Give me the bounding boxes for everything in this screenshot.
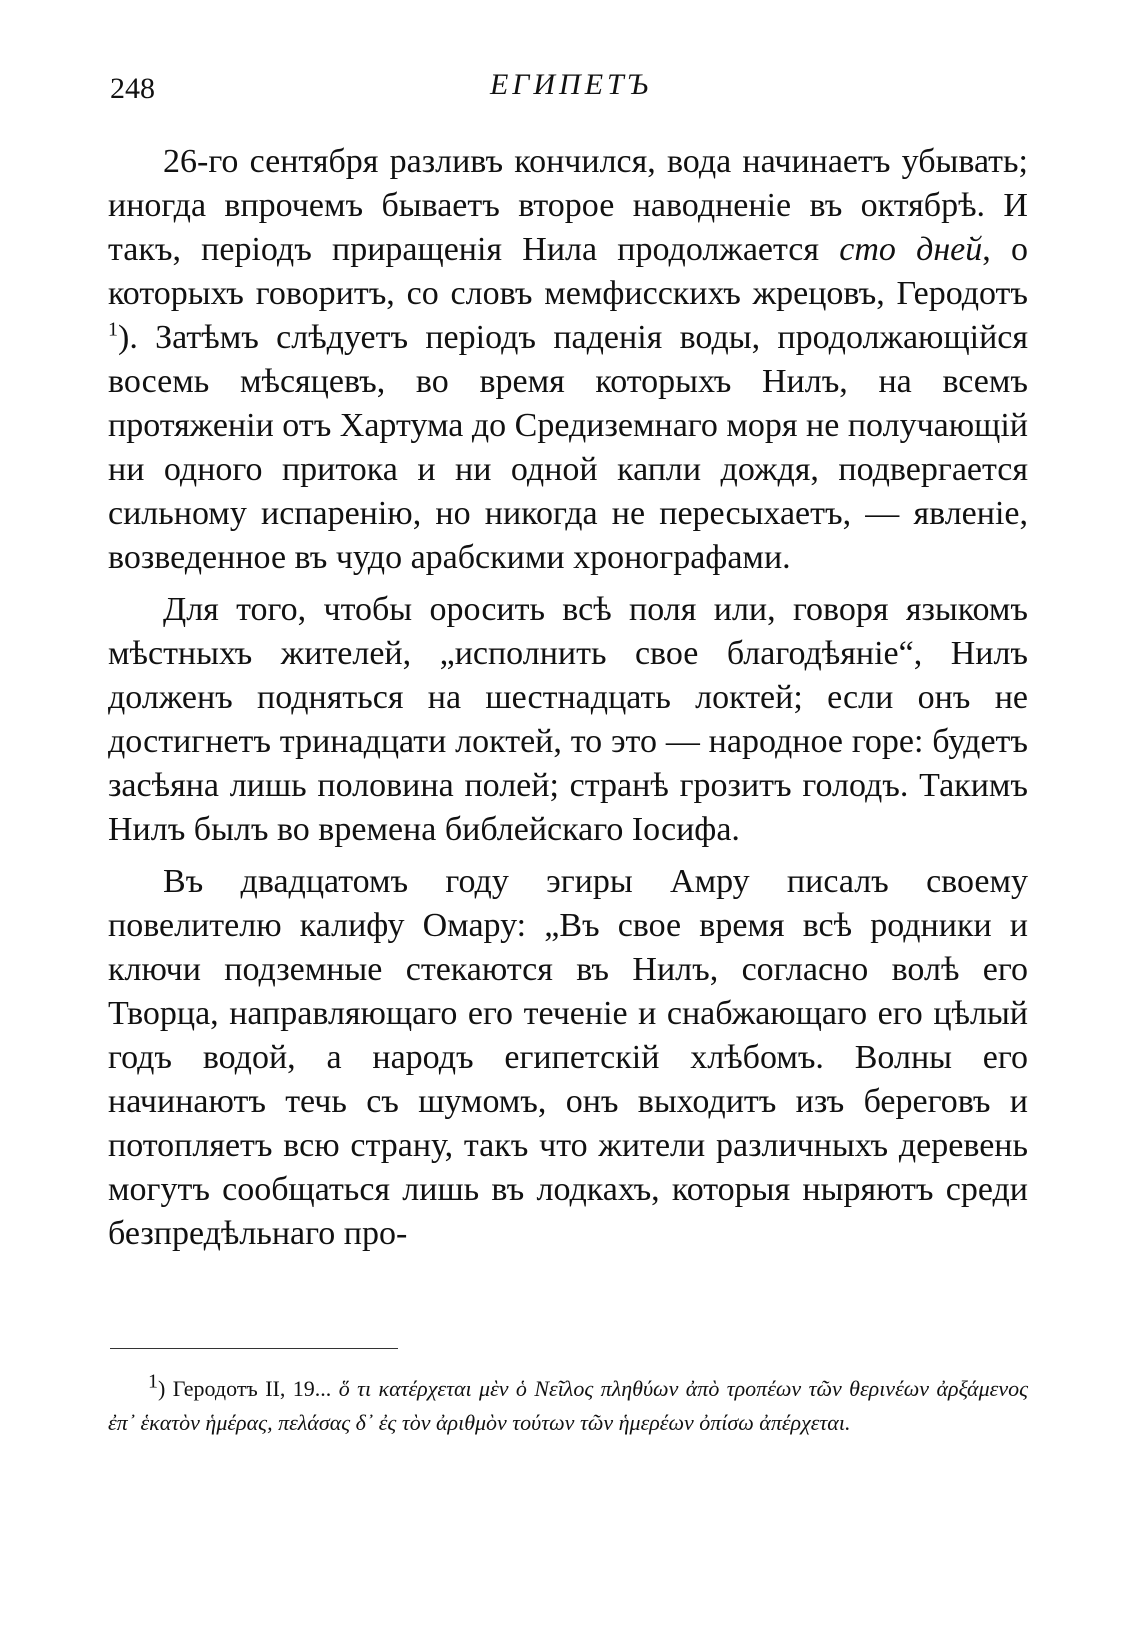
paragraph-3: Въ двадцатомъ году эгиры Амру писалъ своему повелителю калифу Омару: „Въ свое время всѣ родники и ключи подземные стекаются въ Нилъ, согласно волѣ его Творца, направляющаго его теченіе и снабжающаго его цѣлый годъ водой, а народъ египетскій хлѣбомъ. Волны его начинаютъ течь съ шумомъ, онъ выходитъ изъ береговъ и потопляетъ всю страну, такъ что жители различныхъ деревень могутъ сообщаться лишь въ лодкахъ, которыя ныряютъ среди безпредѣльнаго про- xyxy=(108,863,1028,1252)
running-title: ЕГИПЕТЪ xyxy=(489,68,652,101)
footnote-marker: 1 xyxy=(148,1370,158,1393)
footnote-lead: ) Геродотъ II, 19... xyxy=(158,1376,339,1401)
footnote-divider xyxy=(110,1348,398,1349)
page-header xyxy=(110,64,1032,116)
paragraph-1-text-mid: , о которыхъ говоритъ, со словъ мемфисскихъ жрецовъ, Геродотъ xyxy=(108,231,1028,312)
footnote-reference[interactable]: 1 xyxy=(108,318,118,341)
page-number: 248 xyxy=(110,72,155,105)
paragraph-1-text-after: ). Затѣмъ слѣдуетъ періодъ паденія воды, продолжающійся восемь мѣсяцевъ, во время которыхъ Нилъ, на всемъ протяженіи отъ Хартума до Средиземнаго моря не получающій ни одного притока и ни одной капли дождя, подвергается сильному испаренію, но никогда не пересыхаетъ, — явленіе, возведенное въ чудо арабскими хронографами. xyxy=(108,319,1028,576)
paragraph-1-text-before: 26-го сентября разливъ кончился, вода начинаетъ убывать; иногда впрочемъ бываетъ второе наводненіе въ октябрѣ. И такъ, періодъ приращенія Нила продолжается xyxy=(108,143,1028,268)
paragraph-1-emphasis: сто дней xyxy=(839,231,983,268)
body-text xyxy=(108,140,1028,1256)
footnote-greek-quote: ὅ τι κατέρχεται μὲν ὁ Νεῖλος πληθύων ἀπὸ τροπέων τῶν θερινέων ἀρξάμενος ἐπ᾽ ἑκατὸν ἡμέρας, πελάσας δ᾽ ἐς τὸν ἀριθμὸν τούτων τῶν ἡμερέων ὀπίσω ἀπέρχεται. xyxy=(108,1376,1029,1435)
paragraph-1 xyxy=(108,140,1028,580)
footnote xyxy=(108,1372,1028,1440)
paragraph-2: Для того, чтобы оросить всѣ поля или, говоря языкомъ мѣстныхъ жителей, „исполнить свое благодѣяніе“, Нилъ долженъ подняться на шестнадцать локтей; если онъ не достигнетъ тринадцати локтей, то это — народное горе: будетъ засѣяна лишь половина полей; странѣ грозитъ голодъ. Такимъ Нилъ былъ во времена библейскаго Іосифа. xyxy=(108,591,1028,848)
